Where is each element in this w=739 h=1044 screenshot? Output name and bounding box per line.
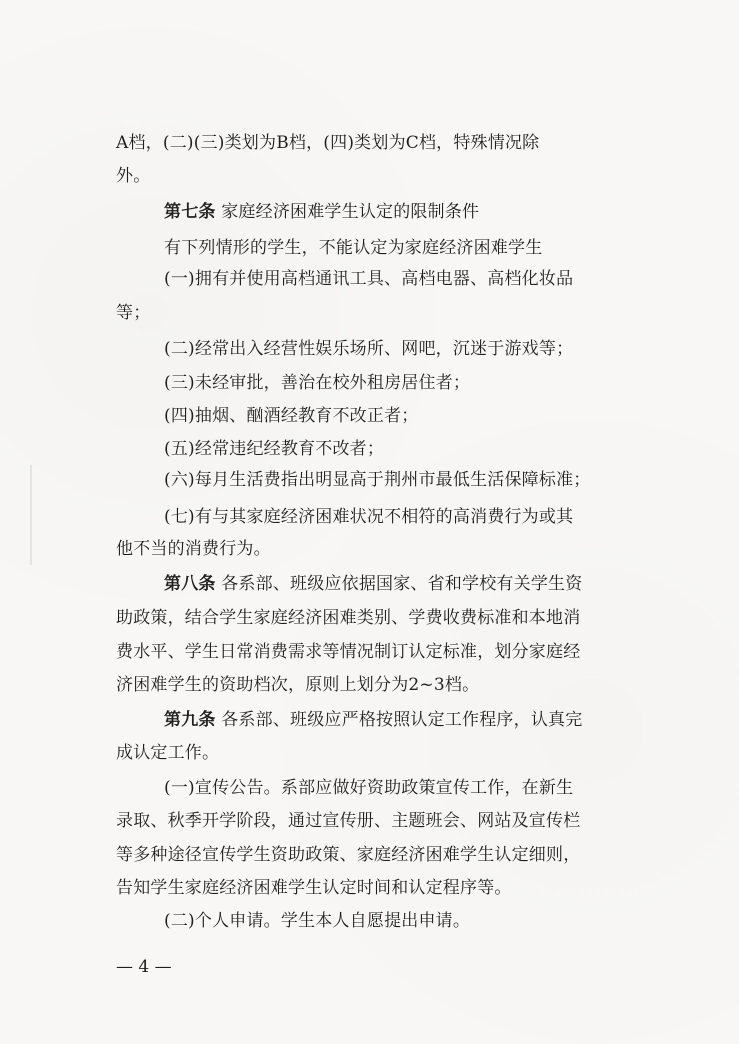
paragraph-line: 费水平、学生日常消费需求等情况制订认定标准，划分家庭经 [116,642,581,662]
list-item-line: (三)未经审批，善治在校外租房居住者； [164,373,471,393]
paragraph-line: 成认定工作。 [116,743,220,763]
section-heading-text-seven: 家庭经济困难学生认定的限制条件 [221,202,480,222]
list-item-line: (二)经常出入经营性娱乐场所、网吧，沉迷于游戏等； [164,339,574,359]
list-item-line: (一)拥有并使用高档通讯工具、高档电器、高档化妆品 [164,269,574,289]
paragraph-line: (二)个人申请。学生本人自愿提出申请。 [164,911,471,931]
scan-shadow-mark [30,465,32,565]
section-heading-text-nine: 各系部、班级应严格按照认定工作程序，认真完 [221,710,583,730]
paragraph-line: 助政策，结合学生家庭经济困难类别、学费收费标准和本地消 [116,608,581,628]
list-item-line: 等； [116,303,151,323]
section-heading-seven [164,200,704,224]
list-item-line: (六)每月生活费指出明显高于荆州市最低生活保障标准； [164,470,591,490]
list-item-line: (五)经常违纪经教育不改者； [164,439,385,459]
section-heading-nine [164,708,704,732]
page-number: — 4 — [116,957,172,977]
paragraph-line: (一)宣传公告。系部应做好资助政策宣传工作，在新生 [164,778,574,798]
paragraph-line: 济困难学生的资助档次，原则上划分为2~3档。 [116,675,480,695]
paragraph-line: A档，(二)(三)类划为B档，(四)类划为C档，特殊情况除 [116,133,540,153]
section-heading-text-eight: 各系部、班级应依据国家、省和学校有关学生资 [221,574,583,594]
list-item-line: 他不当的消费行为。 [116,539,271,559]
section-label-eight: 第八条 [164,574,216,594]
paragraph-line: 外。 [116,166,151,186]
paragraph-line: 有下列情形的学生，不能认定为家庭经济困难学生 [164,238,543,258]
list-item-line: (四)抽烟、酗酒经教育不改正者； [164,406,419,426]
list-item-line: (七)有与其家庭经济困难状况不相符的高消费行为或其 [164,507,574,527]
paragraph-line: 录取、秋季开学阶段，通过宣传册、主题班会、网站及宣传栏 [116,811,581,831]
section-label-seven: 第七条 [164,202,216,222]
paragraph-line: 告知学生家庭经济困难学生认定时间和认定程序等。 [116,878,512,898]
section-heading-eight [164,572,704,596]
section-label-nine: 第九条 [164,710,216,730]
paragraph-line: 等多种途径宣传学生资助政策、家庭经济困难学生认定细则， [116,845,581,865]
